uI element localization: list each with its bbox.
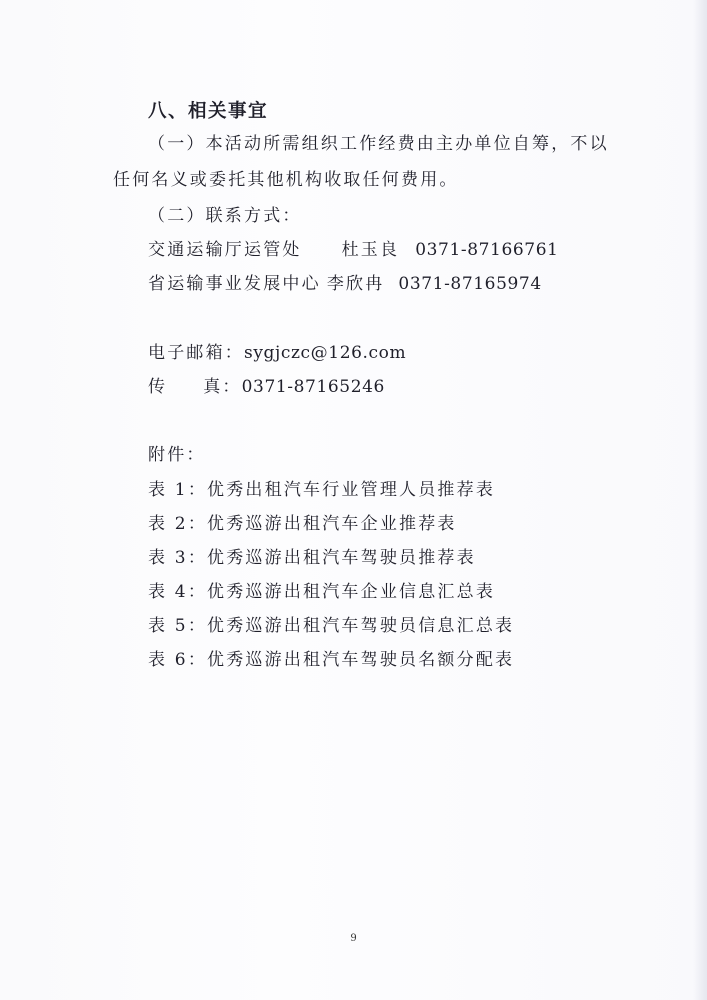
page-edge-shadow <box>693 0 707 1000</box>
email-value: sygjczc@126.com <box>244 343 407 363</box>
contact-phone: 0371-87166761 <box>415 240 559 260</box>
attachments-label: 附件： <box>148 445 206 465</box>
attachment-item: 表 3：优秀巡游出租汽车驾驶员推荐表 <box>148 548 476 568</box>
contact-phone: 0371-87165974 <box>398 274 542 294</box>
email-label: 电子邮箱： <box>148 343 244 363</box>
contact-org: 省运输事业发展中心 <box>148 274 321 294</box>
email-row <box>148 343 406 363</box>
attachment-item: 表 5：优秀巡游出租汽车驾驶员信息汇总表 <box>148 616 515 636</box>
attachment-item: 表 6：优秀巡游出租汽车驾驶员名额分配表 <box>148 650 515 670</box>
fax-label-part1: 传 <box>148 377 168 397</box>
contact-row <box>148 240 559 260</box>
attachment-item: 表 1：优秀出租汽车行业管理人员推荐表 <box>148 480 496 500</box>
fax-row <box>148 377 385 397</box>
paragraph-1-line-2: 任何名义或委托其他机构收取任何费用。 <box>113 170 459 190</box>
contact-row <box>148 274 542 294</box>
contact-section-label: （二）联系方式： <box>148 206 302 226</box>
fax-value: 0371-87165246 <box>241 377 385 397</box>
page-number: 9 <box>350 933 357 944</box>
contact-name: 杜玉良 <box>341 240 400 260</box>
attachment-item: 表 4：优秀巡游出租汽车企业信息汇总表 <box>148 582 496 602</box>
contact-name: 李欣冉 <box>326 274 385 294</box>
fax-label-part2: 真： <box>203 377 242 397</box>
attachment-item: 表 2：优秀巡游出租汽车企业推荐表 <box>148 514 457 534</box>
paragraph-1-line-1: （一）本活动所需组织工作经费由主办单位自筹，不以 <box>148 134 609 154</box>
section-heading: 八、相关事宜 <box>148 101 269 122</box>
contact-org: 交通运输厅运管处 <box>148 240 302 260</box>
